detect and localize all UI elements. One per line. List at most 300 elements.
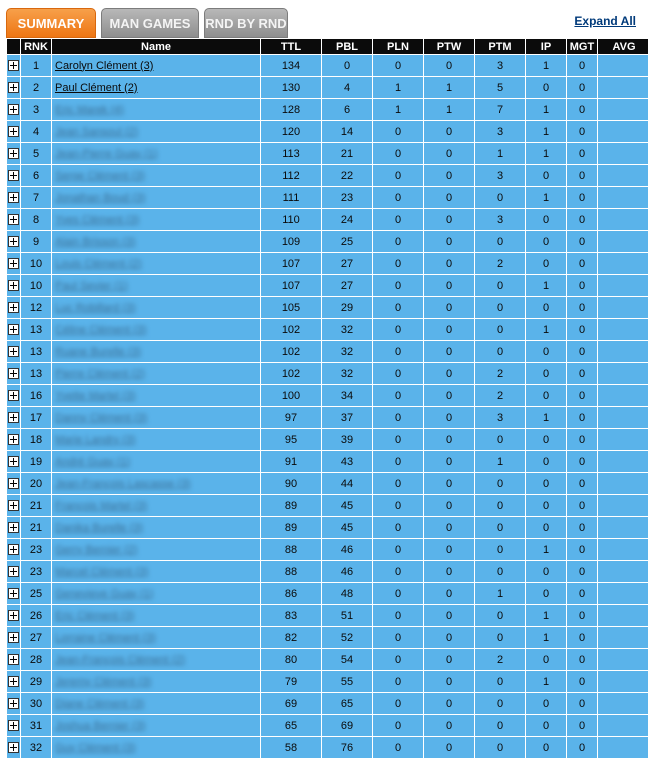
cell-ptm: 0 xyxy=(475,473,525,494)
table-row xyxy=(7,451,648,472)
expand-cell xyxy=(7,539,20,560)
table-row xyxy=(7,253,648,274)
table-row xyxy=(7,495,648,516)
expand-cell xyxy=(7,451,20,472)
tab-summary[interactable]: SUMMARY xyxy=(6,8,96,38)
table-row xyxy=(7,121,648,142)
expand-cell xyxy=(7,671,20,692)
player-name-link-redacted[interactable]: Guy Clément (3) xyxy=(55,741,136,754)
cell-ttl: 58 xyxy=(261,737,321,758)
table-row xyxy=(7,363,648,384)
column-header-pln[interactable]: PLN xyxy=(373,39,423,54)
cell-rnk: 20 xyxy=(21,473,51,494)
cell-avg xyxy=(598,495,648,516)
cell-ptm: 0 xyxy=(475,605,525,626)
cell-ptm: 7 xyxy=(475,99,525,120)
expand-row-plus-icon[interactable] xyxy=(8,324,19,335)
expand-all-link[interactable]: Expand All xyxy=(574,14,636,28)
cell-pln: 0 xyxy=(373,561,423,582)
cell-ip: 0 xyxy=(526,209,566,230)
expand-row-plus-icon[interactable] xyxy=(8,500,19,511)
column-header-ttl[interactable]: TTL xyxy=(261,39,321,54)
cell-mgt: 0 xyxy=(567,473,597,494)
table-row xyxy=(7,693,648,714)
player-name-link-redacted[interactable]: Céline Clément (3) xyxy=(55,323,147,336)
table-row xyxy=(7,671,648,692)
table-row xyxy=(7,627,648,648)
expand-cell xyxy=(7,693,20,714)
cell-pln: 0 xyxy=(373,627,423,648)
cell-mgt: 0 xyxy=(567,231,597,252)
cell-pbl: 54 xyxy=(322,649,372,670)
cell-ptw: 0 xyxy=(424,693,474,714)
expand-row-plus-icon[interactable] xyxy=(8,148,19,159)
expand-cell xyxy=(7,473,20,494)
cell-pln: 0 xyxy=(373,275,423,296)
cell-pbl: 23 xyxy=(322,187,372,208)
cell-rnk: 17 xyxy=(21,407,51,428)
player-name-link[interactable]: Paul Clément (2) xyxy=(55,81,138,94)
cell-ptw: 0 xyxy=(424,363,474,384)
cell-pbl: 45 xyxy=(322,517,372,538)
column-header-rnk[interactable]: RNK xyxy=(21,39,51,54)
column-header-name[interactable]: Name xyxy=(52,39,260,54)
cell-ptw: 0 xyxy=(424,671,474,692)
cell-ttl: 88 xyxy=(261,539,321,560)
expand-cell xyxy=(7,715,20,736)
cell-ttl: 130 xyxy=(261,77,321,98)
cell-ttl: 109 xyxy=(261,231,321,252)
cell-avg xyxy=(598,561,648,582)
column-header-ip[interactable]: IP xyxy=(526,39,566,54)
cell-rnk: 2 xyxy=(21,77,51,98)
cell-ptm: 1 xyxy=(475,583,525,604)
player-name-link-redacted[interactable]: Marcel Clément (3) xyxy=(55,565,149,578)
cell-name xyxy=(52,55,260,76)
cell-mgt: 0 xyxy=(567,517,597,538)
player-name-link-redacted[interactable]: Louis Clément (2) xyxy=(55,257,142,270)
cell-name xyxy=(52,473,260,494)
player-name-link[interactable]: Carolyn Clément (3) xyxy=(55,59,154,72)
cell-avg xyxy=(598,737,648,758)
player-name-link-redacted[interactable]: Joshua Bernier (3) xyxy=(55,719,146,732)
cell-rnk: 19 xyxy=(21,451,51,472)
column-header-pbl[interactable]: PBL xyxy=(322,39,372,54)
cell-rnk: 25 xyxy=(21,583,51,604)
cell-rnk: 16 xyxy=(21,385,51,406)
cell-rnk: 9 xyxy=(21,231,51,252)
expand-cell xyxy=(7,77,20,98)
cell-pbl: 6 xyxy=(322,99,372,120)
cell-ttl: 91 xyxy=(261,451,321,472)
cell-pln: 0 xyxy=(373,693,423,714)
cell-avg xyxy=(598,297,648,318)
expand-row-plus-icon[interactable] xyxy=(8,236,19,247)
expand-row-plus-icon[interactable] xyxy=(8,346,19,357)
cell-ptm: 0 xyxy=(475,429,525,450)
player-name-link-redacted[interactable]: Alain Brisson (3) xyxy=(55,235,136,248)
table-row xyxy=(7,187,648,208)
cell-avg xyxy=(598,429,648,450)
player-name-link-redacted[interactable]: Luc Robillard (3) xyxy=(55,301,136,314)
table-row xyxy=(7,55,648,76)
expand-row-plus-icon[interactable] xyxy=(8,60,19,71)
player-name-link-redacted[interactable]: Danny Clément (3) xyxy=(55,411,148,424)
player-name-link-redacted[interactable]: André Guay (1) xyxy=(55,455,131,468)
player-name-link-redacted[interactable]: Jean-François Lascasse (3) xyxy=(55,477,191,490)
cell-ip: 0 xyxy=(526,165,566,186)
cell-avg xyxy=(598,187,648,208)
cell-pbl: 4 xyxy=(322,77,372,98)
player-name-link-redacted[interactable]: Yves Clément (3) xyxy=(55,213,140,226)
table-row xyxy=(7,539,648,560)
expand-cell xyxy=(7,605,20,626)
cell-ttl: 97 xyxy=(261,407,321,428)
cell-pbl: 65 xyxy=(322,693,372,714)
cell-ptm: 0 xyxy=(475,715,525,736)
expand-row-plus-icon[interactable] xyxy=(8,170,19,181)
cell-pbl: 22 xyxy=(322,165,372,186)
player-name-link-redacted[interactable]: Eric Clément (3) xyxy=(55,609,135,622)
cell-avg xyxy=(598,715,648,736)
expand-row-plus-icon[interactable] xyxy=(8,742,19,753)
cell-name xyxy=(52,121,260,142)
cell-mgt: 0 xyxy=(567,451,597,472)
cell-mgt: 0 xyxy=(567,627,597,648)
expand-row-plus-icon[interactable] xyxy=(8,588,19,599)
cell-ip: 0 xyxy=(526,495,566,516)
expand-cell xyxy=(7,341,20,362)
cell-ptm: 0 xyxy=(475,231,525,252)
cell-ip: 0 xyxy=(526,517,566,538)
cell-ptw: 0 xyxy=(424,209,474,230)
cell-ip: 1 xyxy=(526,143,566,164)
cell-mgt: 0 xyxy=(567,605,597,626)
cell-name xyxy=(52,253,260,274)
table-row xyxy=(7,231,648,252)
cell-pbl: 48 xyxy=(322,583,372,604)
cell-pln: 0 xyxy=(373,385,423,406)
cell-pln: 0 xyxy=(373,231,423,252)
cell-avg xyxy=(598,451,648,472)
cell-ptw: 0 xyxy=(424,539,474,560)
cell-ttl: 112 xyxy=(261,165,321,186)
cell-name xyxy=(52,275,260,296)
cell-ptm: 3 xyxy=(475,55,525,76)
expand-row-plus-icon[interactable] xyxy=(8,654,19,665)
cell-avg xyxy=(598,473,648,494)
cell-ttl: 134 xyxy=(261,55,321,76)
player-name-link-redacted[interactable]: Jean Sansoul (2) xyxy=(55,125,139,138)
player-name-link-redacted[interactable]: Serge Clément (3) xyxy=(55,169,145,182)
cell-ptm: 0 xyxy=(475,737,525,758)
cell-name xyxy=(52,187,260,208)
cell-ptm: 1 xyxy=(475,143,525,164)
cell-mgt: 0 xyxy=(567,77,597,98)
player-name-link-redacted[interactable]: Jonathan Boud (3) xyxy=(55,191,146,204)
cell-rnk: 5 xyxy=(21,143,51,164)
player-name-link-redacted[interactable]: Marie Landry (3) xyxy=(55,433,136,446)
cell-pln: 0 xyxy=(373,451,423,472)
cell-pln: 0 xyxy=(373,55,423,76)
cell-avg xyxy=(598,363,648,384)
cell-ttl: 89 xyxy=(261,495,321,516)
expand-row-plus-icon[interactable] xyxy=(8,456,19,467)
cell-mgt: 0 xyxy=(567,143,597,164)
cell-rnk: 30 xyxy=(21,693,51,714)
cell-name xyxy=(52,495,260,516)
cell-pln: 0 xyxy=(373,517,423,538)
expand-row-plus-icon[interactable] xyxy=(8,698,19,709)
expand-cell xyxy=(7,429,20,450)
cell-pln: 0 xyxy=(373,407,423,428)
cell-ptw: 0 xyxy=(424,517,474,538)
cell-ptw: 0 xyxy=(424,627,474,648)
expand-row-plus-icon[interactable] xyxy=(8,368,19,379)
cell-ttl: 95 xyxy=(261,429,321,450)
cell-pln: 0 xyxy=(373,165,423,186)
expand-row-plus-icon[interactable] xyxy=(8,258,19,269)
cell-ptm: 0 xyxy=(475,539,525,560)
cell-avg xyxy=(598,407,648,428)
cell-ttl: 82 xyxy=(261,627,321,648)
cell-name xyxy=(52,693,260,714)
expand-row-plus-icon[interactable] xyxy=(8,302,19,313)
cell-pbl: 44 xyxy=(322,473,372,494)
cell-mgt: 0 xyxy=(567,99,597,120)
cell-mgt: 0 xyxy=(567,671,597,692)
cell-rnk: 10 xyxy=(21,253,51,274)
cell-mgt: 0 xyxy=(567,429,597,450)
cell-rnk: 23 xyxy=(21,561,51,582)
player-name-link-redacted[interactable]: Lorraine Clément (3) xyxy=(55,631,156,644)
cell-name xyxy=(52,561,260,582)
column-header-mgt[interactable]: MGT xyxy=(567,39,597,54)
player-name-link-redacted[interactable]: François Martel (3) xyxy=(55,499,148,512)
expand-row-plus-icon[interactable] xyxy=(8,390,19,401)
cell-ttl: 88 xyxy=(261,561,321,582)
table-row xyxy=(7,209,648,230)
cell-ttl: 69 xyxy=(261,693,321,714)
cell-rnk: 21 xyxy=(21,495,51,516)
cell-ip: 1 xyxy=(526,99,566,120)
cell-rnk: 7 xyxy=(21,187,51,208)
cell-ptw: 1 xyxy=(424,99,474,120)
cell-avg xyxy=(598,55,648,76)
cell-name xyxy=(52,429,260,450)
cell-pln: 0 xyxy=(373,253,423,274)
cell-pbl: 32 xyxy=(322,341,372,362)
cell-ttl: 102 xyxy=(261,341,321,362)
cell-ip: 0 xyxy=(526,253,566,274)
cell-name xyxy=(52,649,260,670)
column-header-ptw[interactable]: PTW xyxy=(424,39,474,54)
cell-pbl: 0 xyxy=(322,55,372,76)
expand-row-plus-icon[interactable] xyxy=(8,280,19,291)
expand-cell xyxy=(7,143,20,164)
cell-ip: 0 xyxy=(526,561,566,582)
cell-rnk: 13 xyxy=(21,341,51,362)
cell-ptm: 0 xyxy=(475,561,525,582)
expand-row-plus-icon[interactable] xyxy=(8,566,19,577)
cell-avg xyxy=(598,627,648,648)
cell-name xyxy=(52,737,260,758)
expand-row-plus-icon[interactable] xyxy=(8,632,19,643)
cell-name xyxy=(52,407,260,428)
cell-ptw: 0 xyxy=(424,319,474,340)
cell-mgt: 0 xyxy=(567,275,597,296)
cell-mgt: 0 xyxy=(567,165,597,186)
cell-ptw: 0 xyxy=(424,55,474,76)
player-name-link-redacted[interactable]: Ruane Burelle (3) xyxy=(55,345,142,358)
cell-pbl: 34 xyxy=(322,385,372,406)
cell-avg xyxy=(598,385,648,406)
player-name-link-redacted[interactable]: Jean-Pierre Guay (1) xyxy=(55,147,158,160)
cell-ptw: 0 xyxy=(424,737,474,758)
player-name-link-redacted[interactable]: Yvette Martel (3) xyxy=(55,389,136,402)
cell-pbl: 45 xyxy=(322,495,372,516)
cell-ptw: 0 xyxy=(424,649,474,670)
cell-ptm: 0 xyxy=(475,627,525,648)
expand-row-plus-icon[interactable] xyxy=(8,434,19,445)
expand-cell xyxy=(7,363,20,384)
cell-ptm: 0 xyxy=(475,693,525,714)
player-name-link-redacted[interactable]: Genevieve Guay (1) xyxy=(55,587,154,600)
player-name-link-redacted[interactable]: Paul Sevier (1) xyxy=(55,279,128,292)
expand-cell xyxy=(7,737,20,758)
cell-ptw: 0 xyxy=(424,341,474,362)
cell-avg xyxy=(598,341,648,362)
expand-row-plus-icon[interactable] xyxy=(8,522,19,533)
table-row xyxy=(7,649,648,670)
table-row xyxy=(7,165,648,186)
cell-name xyxy=(52,297,260,318)
expand-row-plus-icon[interactable] xyxy=(8,720,19,731)
cell-rnk: 10 xyxy=(21,275,51,296)
cell-ip: 0 xyxy=(526,649,566,670)
cell-avg xyxy=(598,319,648,340)
column-header-ptm[interactable]: PTM xyxy=(475,39,525,54)
cell-ptm: 1 xyxy=(475,451,525,472)
cell-avg xyxy=(598,209,648,230)
cell-ptm: 3 xyxy=(475,209,525,230)
cell-ptm: 0 xyxy=(475,517,525,538)
cell-pbl: 14 xyxy=(322,121,372,142)
cell-name xyxy=(52,231,260,252)
cell-avg xyxy=(598,649,648,670)
cell-name xyxy=(52,583,260,604)
cell-pln: 0 xyxy=(373,341,423,362)
cell-pbl: 24 xyxy=(322,209,372,230)
cell-rnk: 13 xyxy=(21,319,51,340)
cell-pln: 0 xyxy=(373,715,423,736)
expand-row-plus-icon[interactable] xyxy=(8,676,19,687)
cell-name xyxy=(52,451,260,472)
cell-pbl: 46 xyxy=(322,561,372,582)
cell-mgt: 0 xyxy=(567,693,597,714)
expand-row-plus-icon[interactable] xyxy=(8,192,19,203)
cell-ttl: 65 xyxy=(261,715,321,736)
player-name-link-redacted[interactable]: Pierre Clément (2) xyxy=(55,367,145,380)
cell-pbl: 55 xyxy=(322,671,372,692)
expand-cell xyxy=(7,583,20,604)
cell-rnk: 32 xyxy=(21,737,51,758)
cell-ptw: 0 xyxy=(424,187,474,208)
expand-row-plus-icon[interactable] xyxy=(8,214,19,225)
cell-ptm: 2 xyxy=(475,385,525,406)
expand-row-plus-icon[interactable] xyxy=(8,478,19,489)
cell-ip: 0 xyxy=(526,77,566,98)
cell-ttl: 89 xyxy=(261,517,321,538)
expand-row-plus-icon[interactable] xyxy=(8,104,19,115)
cell-ptw: 0 xyxy=(424,561,474,582)
expand-cell xyxy=(7,275,20,296)
cell-ptm: 2 xyxy=(475,253,525,274)
cell-avg xyxy=(598,517,648,538)
player-name-link-redacted[interactable]: Jeremy Clément (3) xyxy=(55,675,152,688)
cell-pln: 0 xyxy=(373,671,423,692)
cell-ptw: 0 xyxy=(424,583,474,604)
expand-row-plus-icon[interactable] xyxy=(8,544,19,555)
cell-avg xyxy=(598,77,648,98)
cell-ptw: 0 xyxy=(424,143,474,164)
cell-ptm: 5 xyxy=(475,77,525,98)
cell-ip: 0 xyxy=(526,715,566,736)
expand-row-plus-icon[interactable] xyxy=(8,412,19,423)
cell-ip: 0 xyxy=(526,451,566,472)
cell-pln: 0 xyxy=(373,539,423,560)
cell-mgt: 0 xyxy=(567,187,597,208)
cell-avg xyxy=(598,583,648,604)
cell-pln: 0 xyxy=(373,363,423,384)
table-header-row xyxy=(7,39,648,54)
tab-rnd-by-rnd[interactable]: RND BY RND xyxy=(204,8,288,38)
expand-row-plus-icon[interactable] xyxy=(8,126,19,137)
cell-pbl: 32 xyxy=(322,319,372,340)
cell-ttl: 105 xyxy=(261,297,321,318)
cell-mgt: 0 xyxy=(567,649,597,670)
cell-rnk: 12 xyxy=(21,297,51,318)
tab-man-games[interactable]: MAN GAMES xyxy=(101,8,199,38)
expand-cell xyxy=(7,561,20,582)
cell-name xyxy=(52,517,260,538)
cell-pln: 0 xyxy=(373,737,423,758)
cell-pln: 1 xyxy=(373,99,423,120)
player-name-link-redacted[interactable]: Gerry Bernier (2) xyxy=(55,543,138,556)
cell-avg xyxy=(598,539,648,560)
player-name-link-redacted[interactable]: Eric Marek (4) xyxy=(55,103,125,116)
cell-mgt: 0 xyxy=(567,385,597,406)
cell-mgt: 0 xyxy=(567,583,597,604)
cell-ptm: 0 xyxy=(475,187,525,208)
expand-row-plus-icon[interactable] xyxy=(8,610,19,621)
cell-ip: 1 xyxy=(526,407,566,428)
cell-avg xyxy=(598,143,648,164)
cell-rnk: 8 xyxy=(21,209,51,230)
expand-row-plus-icon[interactable] xyxy=(8,82,19,93)
cell-mgt: 0 xyxy=(567,319,597,340)
player-name-link-redacted[interactable]: Jean-François Clément (2) xyxy=(55,653,186,666)
table-row xyxy=(7,561,648,582)
cell-ttl: 100 xyxy=(261,385,321,406)
cell-ip: 1 xyxy=(526,121,566,142)
cell-name xyxy=(52,671,260,692)
cell-ptm: 2 xyxy=(475,649,525,670)
player-name-link-redacted[interactable]: Danika Burelle (3) xyxy=(55,521,144,534)
table-row xyxy=(7,715,648,736)
player-name-link-redacted[interactable]: Diane Clément (3) xyxy=(55,697,145,710)
column-header-avg[interactable]: AVG xyxy=(598,39,648,54)
